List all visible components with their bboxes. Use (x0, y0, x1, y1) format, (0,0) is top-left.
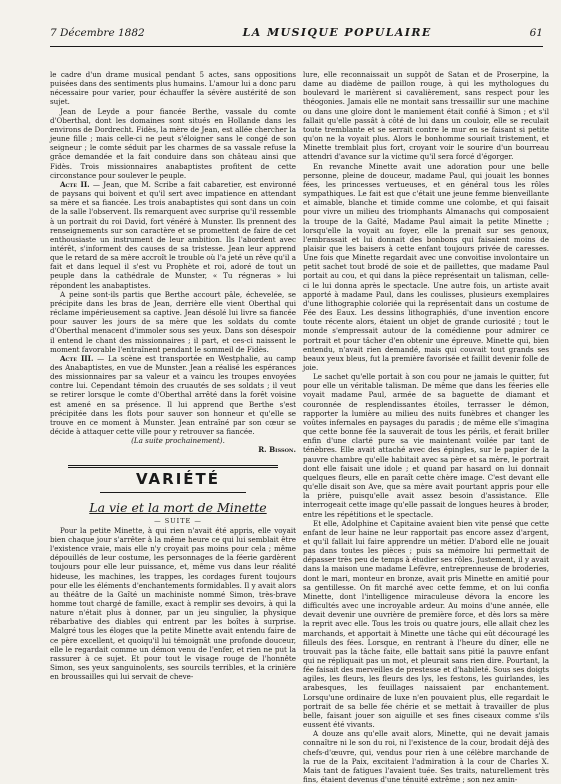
feuilleton-title: La vie et la mort de Minette (89, 499, 267, 515)
act-label: Acte III. (60, 353, 94, 363)
act-label: Acte II. (60, 179, 90, 189)
paragraph (50, 354, 296, 436)
author-signature: R. Bisson. (258, 445, 296, 455)
section-underline (100, 492, 246, 493)
journal-title: LA MUSIQUE POPULAIRE (242, 26, 432, 39)
suite-label: — SUITE — (154, 516, 202, 525)
paragraph: Et elle, Adolphine et Capitaine avaient bien vite pensé que cette enfant de leur haine ne leur rapportait pas encore assez d'argent, et qu'il fallait lui faire apprendre un métier. D'abord elle ne jouait pas dans toutes les pièces ; puis sa mémoire lui permettait de dépasser très peu de temps à étudier ses rôles. Justement, il y avait dans la maison une madame Lefèvre, entreprenneuse de broderies, dont le mari, monteur en bronze, avait pris Minette en amitié pour sa gentillesse. On fit marché avec cette femme, et on lui confia Minette, dont l'intelligence miraculeuse dévora la encore les difficultés avec une incroyable ardeur. Au moins d'une année, elle devait devenir une ouvrière de première force, et dès lors sa mère la reprit avec elle. Tous les trois ou quatre jours, elle allait chez les marchands, et apportait à Minette une tâche qui eût découragé les filleuls des fées. Lorsque, en rentrant à l'heure du dîner, elle ne trouvait pas la tâche faite, elle battait sans pitié la pauvre enfant qui ne répliquait pas un mot, et pleurait sans rien dire. Pourtant, la fée faisait des merveilles de prestesse et d'habileté. Sous ses doigts agiles, les fleurs, les fleurs des lys, les festons, les guirlandes, les arabesques, les feuillages naissaient par enchantement. Lorsqu'une ordinaire de luxe n'en pouvaient plus, elle regardait le portrait de sa belle fée chérie et se mettait à travailler de plus belle, faisant jouer son aiguille et ses fines ciseaux comme s'ils eussent été vivants. (303, 518, 549, 730)
paragraph: A douze ans qu'elle avait alors, Minette, qui ne devait jamais connaître ni le son du roi, ni l'existence de la cour, brodait déjà des chefs-d'œuvre, qui, vendus pour rien à une célèbre marchande de la rue de la Paix, excitaient l'admiration à la cour de Charles X. Mais tant de fatigues l'avaient tuée. Ses traits, naturellement très fins, étaient devenus d'une ténuité extrême ; son nez amin- (303, 729, 549, 784)
act-text: — La scène est transportée en Westphalie, au camp des Anabaptistes, en vue de Munster. Jean a réalisé les espérances des missionnaires par sa valeur et a vaincu les troupes envoyées contre lui. Cependant témoin des cruautés de ses soldats ; il veut se retirer lorsque le comte d'Oberthal arrêté dans la forêt voisine est amené en sa présence. Il lui apprend que Berthe s'est précipitée dans les flots pour sauver son honneur et qu'elle se trouve en ce moment à Munster. Jean entraîné par son cœur se décide à attaquer cette ville pour y retrouver sa fiancée. (50, 353, 296, 437)
paragraph (50, 180, 296, 290)
paragraph: Pour la petite Minette, à qui rien n'avait été appris, elle voyait bien chaque jour s'arrêter à la même heure ce qui lui semblait être l'existence vraie, mais elle n'y croyait pas moins pour cela ; même dépouillés de leur costume, les personnages de la féerie gardèrent toujours pour elle leur puissance, et, même vus dans leur réalité hideuse, les machines, les trappes, les cordages furent toujours pour elle les éléments d'enchantements formidables. Il y avait alors au théâtre de la Gaîté un machiniste nommé Simon, très-brave homme tout chargé de famille, exact à remplir ses devoirs, à qui la nature n'était plus à donner, par un jeu singulier, la physique rébarbative des diables qui entrent par les boîtes à surprise. Malgré tous les éloges que la petite Minette avait entendu faire de ce père excellent, et quoiqu'il lui témoignât une profonde douceur, elle le regardait comme un démon venu de l'enfer, et rien ne put la rassurer à ce sujet. Et pour tout le visage rouge de l'honnête Simon, ses yeux sanguinolents, ses sourcils terribles, et la crinière en broussailles qui lui servait de cheve- (50, 525, 296, 682)
act-text: — Jean, que M. Scribe a fait cabaretier, est environné de paysans qui boivent et qu'il sert avec impatience en attendant sa mère et sa fiancée. Les trois anabaptistes qui sont dans un coin de la salle l'observent. Ils remarquent avec surprise qu'il ressemble à un portrait du roi David, fort vénéré à Munster. Ils prennent des renseignements sur son caractère et se promettent de faire de cet enthousiaste un instrument de leur ambition. Ils l'abordent avec intérêt, s'informent des causes de sa tristesse. Jean leur apprend que le retard de sa mère accroît le trouble où l'a jeté un rêve qu'il a fait et dans lequel il s'est vu Prophète et roi, adoré de tout un peuple dans la cathédrale de Munster, « Tu régneras » lui répondent les anabaptistes. (50, 179, 296, 290)
page-number: 61 (529, 27, 543, 39)
right-column (303, 70, 549, 784)
page-header (50, 26, 543, 46)
header-rule (50, 46, 543, 47)
issue-date: 7 Décembre 1882 (50, 27, 145, 39)
paragraph: le cadre d'un drame musical pendant 5 actes, sans oppositions puisées dans des sentiments plus humains. L'amour lui a donc paru nécessaire pour varier, pour échauffer la sévère austérité de son sujet. (50, 70, 296, 107)
section-title: VARIÉTÉ (135, 469, 221, 488)
paragraph: Le sachet qu'elle portait à son cou pour ne jamais le quitter, fut pour elle un véritable talisman. De même que dans les féeries elle voyait madame Paul, armée de sa baguette de diamant et couronnée de resplendissantes étoiles, terrasser le démon, rapporter la lumière au milieu des nuits funèbres et changer les voûtes infernales en paysages du paradis ; de même elle s'imagina que cette bonne fée la sauverait de tous les périls, et ferait briller enfin d'une clarté pure sa vie maintenant voilée par tant de ténèbres. Elle avait attaché avec des épingles, sur le papier de la pauvre chambre qu'elle habitait avec sa père et sa mère, le portrait dont elle faisait une idole ; et quand par hasard on lui donnait quelques fleurs, elle en paraît cette chère image. C'est devant elle qu'elle disait son Ave, que sa mère avait pourtant appris pour elle la prière, puisqu'elle avait assez besoin d'assistance. Elle interrogeait cette image qu'elle passait de longues heures à broder, entre les répétitions et le spectacle. (303, 372, 549, 519)
paragraph: En revanche Minette avait une adoration pour une belle personne, pleine de douceur, madame Paul, qui jouait les bonnes fées, les princesses vertueuses, et en général tous les rôles sympathiques. Le fait est que c'était une jeune femme bienveillante et aimable, blanche et timide comme une colombe, et qui faisait pour vivre un milieu des triomphants Almanachs qui composaient la troupe de la Gaîté, Madame Paul aimait la petite Minette ; lorsqu'elle la voyait au foyer, elle la prenait sur ses genoux, l'embrassait et lui donnait des bonbons qui faisaient moins de plaisir que les baisers à cette enfant toujours privée de caresses. Une fois que Minette regardait avec une convoitise involontaire un petit sachet tout brodé de soie et de paillettes, que madame Paul portait au cou, et qui dans la pièce représentait un talisman, celle-ci le lui donna après le spectacle. Une autre fois, un artiste avait apporté à madame Paul, dans les coulisses, plusieurs exemplaires d'une lithographie coloriée qui la représentait dans un costume de Fée des Eaux. Les dessins lithographiés, d'une invention encore toute récente alors, étaient un objet de grande curiosité ; tout le monde s'empressait autour de la comédienne pour admirer ce portrait et pour tâcher d'en obtenir une épreuve. Minette qui, bien entendu, n'avait rien demandé, mais qui couvait tout grands ses beaux yeux bleus, fut la première favorisée et faillit devenir folle de joie. (303, 161, 549, 372)
paragraph: A peine sont-ils partis que Berthe accourt pâle, échevelée, se précipite dans les bras de Jean, derrière elle vient Oberthal qui réclame impérieusement sa captive. Jean désolé lui livre sa fiancée pour sauver les jours de sa mère que les soldats du comte d'Oberthal menacent d'immoler sous ses yeux. Dans son désespoir il entend le chant des missionnaires ; il part, et ces-ci naissent le moment favorable l'entraînent pendant le sommeil de Fidès. (50, 289, 296, 354)
paragraph: lure, elle reconnaissait un suppôt de Satan et de Proserpine, la dame au diadème de paillon rouge, à qui les mythologues du boulevard le marièrent si cavalièrement, sans respect pour les théogonies. Jamais elle ne montait sans tressaillir sur une machine ou dans une gloire dont le maniement était confié à Simon ; et s'il fallait qu'elle passât à côté de lui dans un couloir, elle se reculait toute tremblante et se serrait contre le mur en se faisant si petite qu'on ne la voyait plus. Alors le bonhomme souriait tristement, et Minette tremblait plus fort, croyant voir le sourire d'un bourreau attendri d'avance sur la victime qu'il sera forcé d'égorger. (303, 70, 549, 162)
paragraph: Jean de Leyde a pour fiancée Berthe, vassale du comte d'Oberthal, dont les domaines sont situés en Hollande dans les environs de Dordrecht. Fidès, la mère de Jean, est allée chercher la jeune fille ; mais celle-ci ne peut s'éloigner sans le congé de son seigneur ; le comte séduit par les charmes de sa vassale refuse la grâce demandée et la fait conduire dans son château ainsi que Fidès. Trois missionnaires anabaptistes profitent de cette circonstance pour soulever le peuple. (50, 106, 296, 180)
continued-note: (La suite prochainement). (131, 436, 225, 446)
left-column (50, 70, 296, 755)
